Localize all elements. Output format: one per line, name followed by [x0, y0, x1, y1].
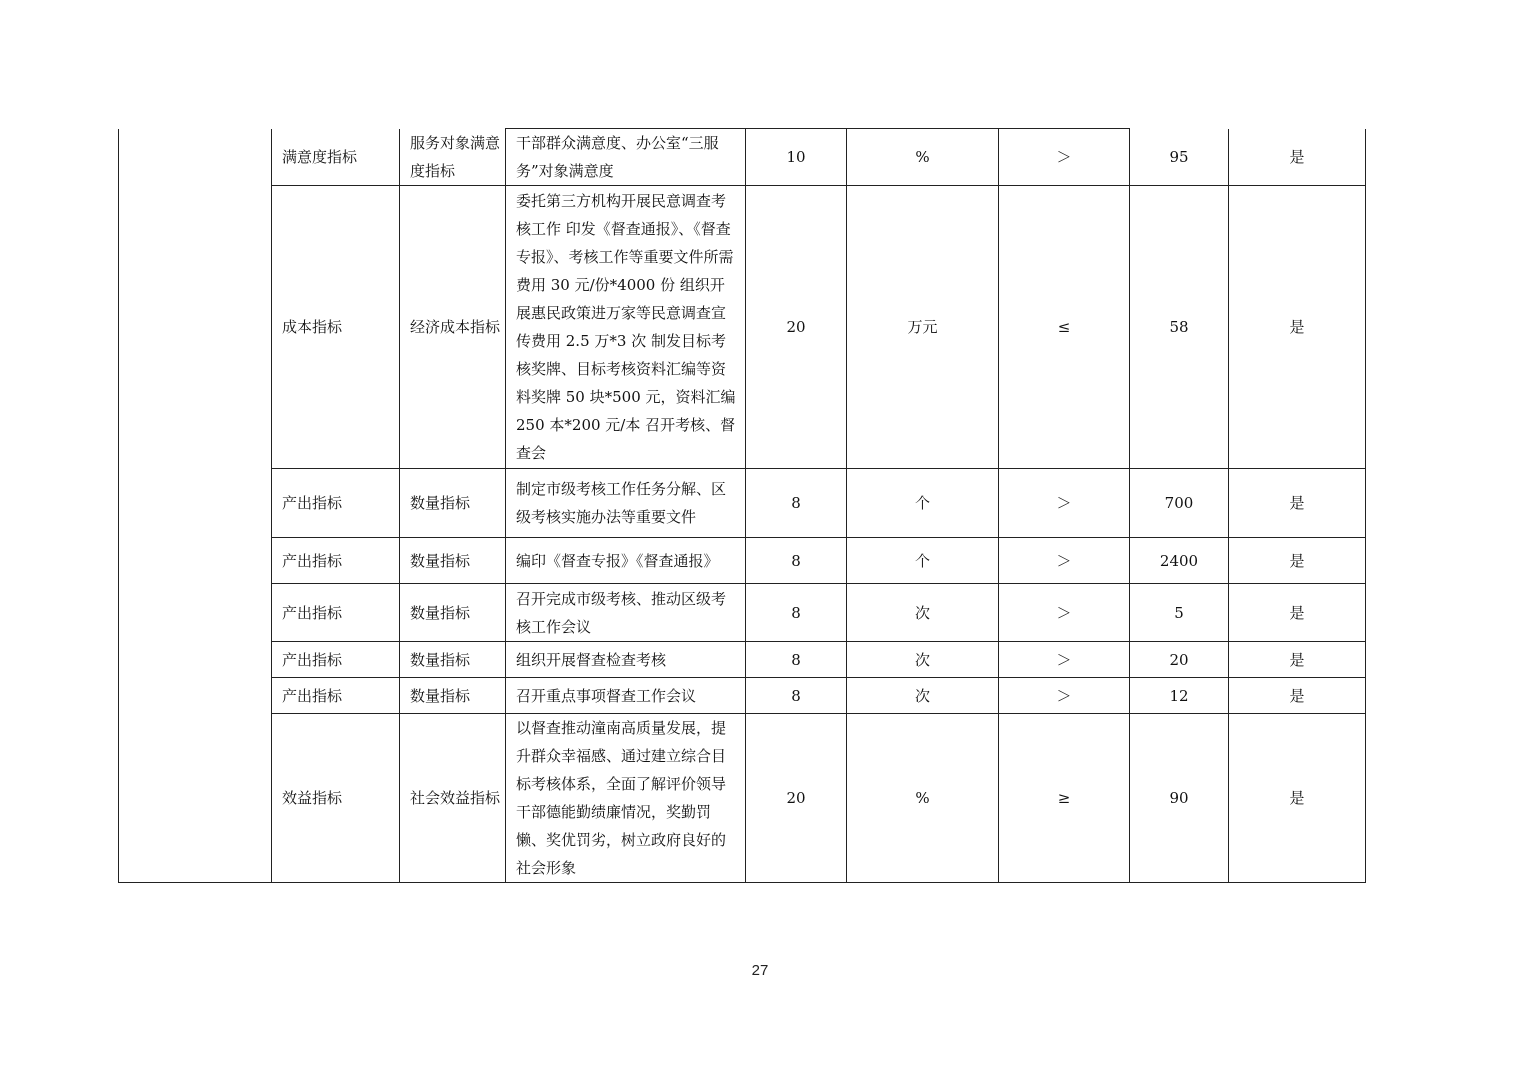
operator-cell: ＞ — [999, 469, 1130, 538]
operator-cell: ＞ — [999, 584, 1130, 642]
operator-cell: ≥ — [999, 714, 1130, 883]
weight-cell: 8 — [746, 469, 847, 538]
unit-cell: 万元 — [847, 186, 999, 469]
level1-indicator-cell: 产出指标 — [272, 584, 400, 642]
unit-cell: 个 — [847, 538, 999, 584]
level2-indicator-cell: 数量指标 — [400, 584, 506, 642]
indicator-description-cell: 编印《督查专报》《督查通报》 — [506, 538, 746, 584]
operator-cell: ＞ — [999, 642, 1130, 678]
unit-cell: % — [847, 714, 999, 883]
indicator-description-cell: 制定市级考核工作任务分解、区级考核实施办法等重要文件 — [506, 469, 746, 538]
target-value-cell: 20 — [1130, 642, 1229, 678]
indicator-description-cell: 以督查推动潼南高质量发展，提升群众幸福感、通过建立综合目标考核体系，全面了解评价领导干部德能勤绩廉情况，奖勤罚懒、奖优罚劣，树立政府良好的社会形象 — [506, 714, 746, 883]
level2-indicator-cell: 服务对象满意度指标 — [400, 129, 506, 186]
weight-cell: 8 — [746, 584, 847, 642]
table-row — [119, 642, 1366, 678]
level2-indicator-cell: 数量指标 — [400, 538, 506, 584]
unit-cell: 次 — [847, 584, 999, 642]
weight-cell: 20 — [746, 186, 847, 469]
flag-cell: 是 — [1229, 469, 1366, 538]
table-row — [119, 538, 1366, 584]
table-row — [119, 129, 1366, 186]
weight-cell: 8 — [746, 642, 847, 678]
level2-indicator-cell: 社会效益指标 — [400, 714, 506, 883]
table-row — [119, 584, 1366, 642]
table-row — [119, 469, 1366, 538]
table-row — [119, 714, 1366, 883]
weight-cell: 20 — [746, 714, 847, 883]
weight-cell: 8 — [746, 678, 847, 714]
operator-cell: ＞ — [999, 129, 1130, 186]
target-value-cell: 95 — [1130, 129, 1229, 186]
table-row — [119, 678, 1366, 714]
unit-cell: 次 — [847, 642, 999, 678]
page-number: 27 — [751, 962, 769, 979]
target-value-cell: 5 — [1130, 584, 1229, 642]
target-value-cell: 12 — [1130, 678, 1229, 714]
indicator-description-cell: 委托第三方机构开展民意调查考核工作 印发《督查通报》、《督查专报》、考核工作等重要文件所需费用 30 元/份*4000 份 组织开展惠民政策进万家等民意调查宣传费用 2.5 万*3 次 制发目标考核奖牌、目标考核资料汇编等资料奖牌 50 块*500 元，资料汇编 250 本*200 元/本 召开考核、督查会 — [506, 186, 746, 469]
weight-cell: 10 — [746, 129, 847, 186]
flag-cell: 是 — [1229, 538, 1366, 584]
level1-indicator-cell: 产出指标 — [272, 642, 400, 678]
merged-blank-cell — [119, 129, 272, 883]
indicator-description-cell: 干部群众满意度、办公室“三服务”对象满意度 — [506, 129, 746, 186]
operator-cell: ＞ — [999, 538, 1130, 584]
operator-cell: ≤ — [999, 186, 1130, 469]
target-value-cell: 700 — [1130, 469, 1229, 538]
flag-cell: 是 — [1229, 642, 1366, 678]
flag-cell: 是 — [1229, 129, 1366, 186]
indicator-description-cell: 召开重点事项督查工作会议 — [506, 678, 746, 714]
table-row — [119, 186, 1366, 469]
unit-cell: 次 — [847, 678, 999, 714]
level1-indicator-cell: 成本指标 — [272, 186, 400, 469]
indicator-description-cell: 召开完成市级考核、推动区级考核工作会议 — [506, 584, 746, 642]
flag-cell: 是 — [1229, 584, 1366, 642]
target-value-cell: 58 — [1130, 186, 1229, 469]
level1-indicator-cell: 产出指标 — [272, 678, 400, 714]
weight-cell: 8 — [746, 538, 847, 584]
indicator-description-cell: 组织开展督查检查考核 — [506, 642, 746, 678]
flag-cell: 是 — [1229, 186, 1366, 469]
level2-indicator-cell: 数量指标 — [400, 642, 506, 678]
level2-indicator-cell: 数量指标 — [400, 678, 506, 714]
flag-cell: 是 — [1229, 678, 1366, 714]
unit-cell: 个 — [847, 469, 999, 538]
level2-indicator-cell: 经济成本指标 — [400, 186, 506, 469]
target-value-cell: 2400 — [1130, 538, 1229, 584]
flag-cell: 是 — [1229, 714, 1366, 883]
unit-cell: % — [847, 129, 999, 186]
level1-indicator-cell: 产出指标 — [272, 538, 400, 584]
performance-indicator-table — [118, 128, 1366, 883]
level2-indicator-cell: 数量指标 — [400, 469, 506, 538]
level1-indicator-cell: 满意度指标 — [272, 129, 400, 186]
level1-indicator-cell: 产出指标 — [272, 469, 400, 538]
target-value-cell: 90 — [1130, 714, 1229, 883]
level1-indicator-cell: 效益指标 — [272, 714, 400, 883]
operator-cell: ＞ — [999, 678, 1130, 714]
